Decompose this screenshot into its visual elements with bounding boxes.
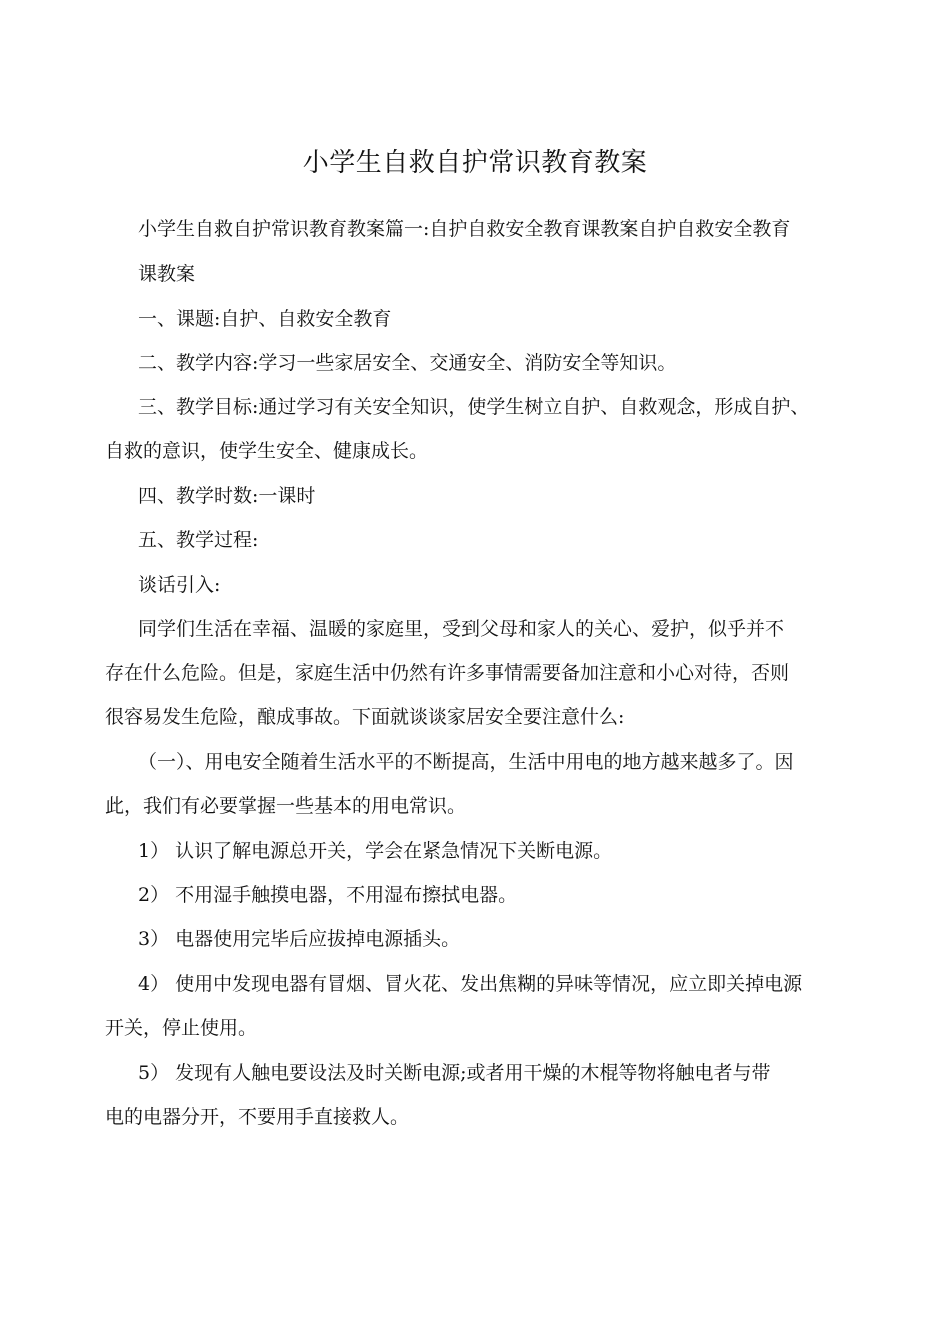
paragraph-line: 课教案 bbox=[138, 263, 196, 285]
paragraph-line: 四、教学时数:一课时 bbox=[138, 485, 316, 507]
paragraph-line: 1） 认识了解电源总开关，学会在紧急情况下关断电源。 bbox=[138, 840, 613, 862]
paragraph-line: 此，我们有必要掌握一些基本的用电常识。 bbox=[105, 795, 467, 817]
document-title: 小学生自救自护常识教育教案 bbox=[302, 148, 648, 178]
paragraph-line: 同学们生活在幸福、温暖的家庭里，受到父母和家人的关心、爱护，似乎并不 bbox=[138, 618, 785, 640]
paragraph-line: 自救的意识，使学生安全、健康成长。 bbox=[105, 440, 429, 462]
paragraph-line: 小学生自救自护常识教育教案篇一:自护自救安全教育课教案自护自救安全教育 bbox=[138, 218, 791, 240]
paragraph-line: 存在什么危险。但是，家庭生活中仍然有许多事情需要备加注意和小心对待，否则 bbox=[105, 662, 790, 684]
paragraph-line: 谈话引入: bbox=[138, 574, 221, 596]
paragraph-line: 开关，停止使用。 bbox=[105, 1017, 258, 1039]
paragraph-line: 电的电器分开，不要用手直接救人。 bbox=[105, 1106, 410, 1128]
paragraph-line: 3） 电器使用完毕后应拔掉电源插头。 bbox=[138, 928, 461, 950]
paragraph-line: 4） 使用中发现电器有冒烟、冒火花、发出焦糊的异味等情况，应立即关掉电源 bbox=[138, 973, 803, 995]
paragraph-line: 2） 不用湿手触摸电器，不用湿布擦拭电器。 bbox=[138, 884, 518, 906]
paragraph-line: 一、课题:自护、自救安全教育 bbox=[138, 308, 392, 330]
paragraph-line: 三、教学目标:通过学习有关安全知识，使学生树立自护、自救观念，形成自护、 bbox=[138, 396, 810, 418]
paragraph-line: 五、教学过程: bbox=[138, 529, 259, 551]
paragraph-line: 很容易发生危险，酿成事故。下面就谈谈家居安全要注意什么: bbox=[105, 706, 625, 728]
paragraph-line: 5） 发现有人触电要设法及时关断电源;或者用干燥的木棍等物将触电者与带 bbox=[138, 1062, 771, 1084]
paragraph-line: （一）、用电安全随着生活水平的不断提高，生活中用电的地方越来越多了。因 bbox=[138, 751, 794, 773]
paragraph-line: 二、教学内容:学习一些家居安全、交通安全、消防安全等知识。 bbox=[138, 352, 677, 374]
